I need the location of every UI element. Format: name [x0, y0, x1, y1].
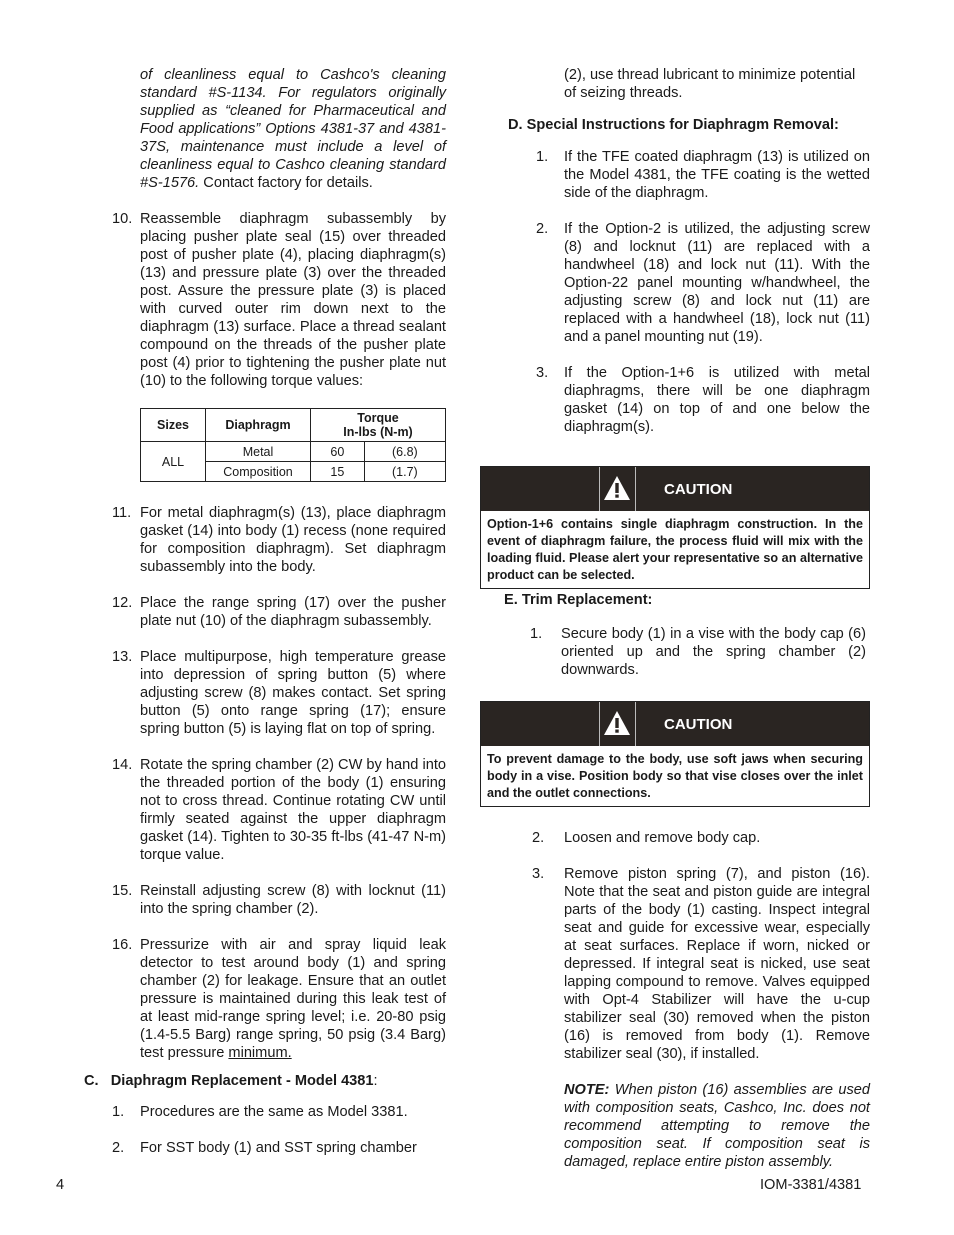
- document-id: IOM-3381/4381: [760, 1177, 862, 1193]
- item-number: 11.: [112, 505, 132, 521]
- note-text: When piston (16) assemblies are used with composition seats, Cashco, Inc. does not recommend attempting to remove the composition seat. If composition seat is damaged, replace entire piston assembly.: [564, 1082, 870, 1170]
- item-number: 1.: [530, 626, 543, 642]
- item-number: 1.: [112, 1104, 125, 1120]
- item-text: Rotate the spring chamber (2) CW by hand into the threaded portion of the body (1) ensuring not to cross thread. Continue rotating CW until firmly seated against the upper diaphragm gasket (14). Tighten to 30-35 ft-lbs (41-47 N-m) torque value.: [140, 757, 446, 863]
- continued-paragraph: [480, 66, 870, 102]
- list-item-10: [84, 210, 446, 390]
- caution-header: [481, 467, 869, 511]
- item-number: 13.: [112, 649, 133, 665]
- section-c-colon: :: [373, 1073, 378, 1089]
- caution-header: [481, 702, 869, 746]
- item-text: Remove piston spring (7), and piston (16). Note that the seat and piston guide are integral parts of the body (1) casting. Inspect integral seat and guide for excessive wear, especially at seat surfaces. Replace if worn, nicked or depressed. If integral seat is nicked, use seat lapping compound to remove. Valves equipped with Opt-4 Stabilizer will have the u-cup stabilizer seal (30) removed when the piston (16) is removed from body (1). Remove stabilizer seal (30), if installed.: [564, 866, 870, 1062]
- section-c-title: Diaphragm Replacement - Model 4381: [110, 1073, 374, 1089]
- item-text: Loosen and remove body cap.: [564, 830, 761, 846]
- list-item-13: [84, 648, 446, 738]
- caution-label: CAUTION: [664, 716, 733, 733]
- table-header-row: [141, 409, 446, 426]
- cell-nm: (1.7): [364, 462, 445, 482]
- item-text: If the TFE coated diaphragm (13) is utilized on the Model 4381, the TFE coating is the wetted side of the diaphragm.: [564, 149, 870, 201]
- header-diaphragm: Diaphragm: [206, 409, 311, 442]
- item-text: Reassemble diaphragm subassembly by placing pusher plate seal (15) over threaded post of pusher plate (4), placing diaphragm(s) (13) and pressure plate (3) over the threaded post. Assure the pressure plate (3) is placed with curved outer rim down next to the diaphragm (13) surface. Place a thread sealant compound on the threads of the pusher plate post (4) prior to tightening the pusher plate nut (10) to the following torque values:: [140, 211, 446, 389]
- item-number: 3.: [532, 866, 545, 882]
- caution-box-1: [480, 466, 870, 589]
- section-e-item-1: [480, 625, 870, 679]
- caution-label: CAUTION: [664, 481, 733, 498]
- right-column: [480, 66, 870, 1189]
- page-number: 4: [56, 1177, 65, 1193]
- item-text: Procedures are the same as Model 3381.: [140, 1104, 408, 1120]
- list-item-14: [84, 756, 446, 864]
- note-paragraph: [480, 1081, 870, 1171]
- warning-icon: [603, 710, 631, 736]
- section-c-item-2: [84, 1139, 446, 1157]
- item-number: 16.: [112, 937, 133, 953]
- item-text: If the Option-1+6 is utilized with metal diaphragms, there will be one diaphragm gasket (14) on top of and one below the diaphragm(s).: [564, 365, 870, 435]
- intro-italic: of cleanliness equal to Cashco's cleaning standard #S-1134. For regulators originally supplied as “cleaned for Pharmaceutical and Food applications” Options 4381-37 and 4381-37S, maintenance must include a level of cleanliness equal to Cashco cleaning standard #S-1576.: [140, 67, 446, 191]
- section-c-letter: C.: [84, 1073, 99, 1089]
- item-number: 12.: [112, 595, 133, 611]
- intro-paragraph: [84, 66, 446, 192]
- item-number: 3.: [536, 365, 549, 381]
- section-d-item-1: [480, 148, 870, 202]
- item-text: Place multipurpose, high temperature grease into depression of spring button (5) where adjusting screw (8) makes contact. Set spring button (5) onto range spring (17); ensure spring button (5) is laying flat on top of spring.: [140, 649, 446, 737]
- item-number: 2.: [112, 1140, 125, 1156]
- intro-tail: Contact factory for details.: [199, 175, 373, 191]
- caution-text: Option-1+6 contains single diaphragm construction. In the event of diaphragm failure, the process fluid will mix with the loading fluid. Please alert your representative so an alternative product can be selected.: [487, 517, 863, 582]
- item-text: For metal diaphragm(s) (13), place diaphragm gasket (14) into body (1) recess (none required for composition diaphragm). Set diaphragm subassembly into the body.: [140, 505, 446, 575]
- item-text: Reinstall adjusting screw (8) with locknut (11) into the spring chamber (2).: [140, 883, 446, 917]
- cell-diaphragm: Metal: [206, 442, 311, 462]
- item-text-underlined: minimum.: [228, 1045, 292, 1061]
- section-e-heading: E. Trim Replacement:: [504, 592, 653, 608]
- section-c-heading: [84, 1072, 446, 1090]
- item-number: 2.: [536, 221, 549, 237]
- item-text: Place the range spring (17) over the pusher plate nut (10) of the diaphragm subassembly.: [140, 595, 446, 629]
- header-sizes: Sizes: [141, 409, 206, 442]
- left-column: [84, 66, 446, 1175]
- list-item-16: [84, 936, 446, 1062]
- section-d-heading: D. Special Instructions for Diaphragm Removal:: [508, 117, 839, 133]
- section-c-item-1: [84, 1103, 446, 1121]
- warning-icon: [603, 475, 631, 501]
- section-d-item-2: [480, 220, 870, 346]
- header-units: In-lbs (N-m): [311, 425, 446, 442]
- item-text: If the Option-2 is utilized, the adjusting screw (8) and locknut (11) are replaced with a handwheel (18) and lock nut (11). With the Option-22 panel mounting w/handwheel, the adjusting screw (8) and lock nut (11) are replaced with a handwheel (18), lock nut (11) and a panel mounting nut (19).: [564, 221, 870, 345]
- section-e-item-3: [480, 865, 870, 1063]
- cell-size-all: ALL: [141, 442, 206, 482]
- cell-inlbs: 15: [311, 462, 365, 482]
- item-number: 10.: [112, 211, 133, 227]
- section-d-item-3: [480, 364, 870, 436]
- section-e-item-2: [480, 829, 870, 847]
- cell-diaphragm: Composition: [206, 462, 311, 482]
- item-number: 15.: [112, 883, 133, 899]
- item-number: 1.: [536, 149, 549, 165]
- table-row: [141, 442, 446, 462]
- caution-text: To prevent damage to the body, use soft jaws when securing body in a vise. Position body so that vise closes over the inlet and the outlet connections.: [487, 752, 863, 800]
- list-item-15: [84, 882, 446, 918]
- torque-table: [140, 408, 446, 482]
- cell-nm: (6.8): [364, 442, 445, 462]
- item-number: 14.: [112, 757, 133, 773]
- item-text: For SST body (1) and SST spring chamber: [140, 1140, 417, 1156]
- note-label: NOTE:: [564, 1082, 610, 1098]
- item-number: 2.: [532, 830, 545, 846]
- caution-box-2: [480, 701, 870, 807]
- cell-inlbs: 60: [311, 442, 365, 462]
- list-item-11: [84, 504, 446, 576]
- item-text: Pressurize with air and spray liquid leak detector to test around body (1) and spring chamber (2) for leakage. Ensure that an outlet pressure is maintained during this leak test of at least mid-range spring level; i.e. 20-80 psig (1.4-5.5 Barg) range spring, 50 psig (3.4 Barg) test pressure: [140, 937, 446, 1061]
- item-text: Secure body (1) in a vise with the body cap (6) oriented up and the spring chamber (2) downwards.: [561, 626, 866, 678]
- list-item-12: [84, 594, 446, 630]
- continued-text: (2), use thread lubricant to minimize potential of seizing threads.: [564, 67, 856, 101]
- header-torque: Torque: [311, 409, 446, 426]
